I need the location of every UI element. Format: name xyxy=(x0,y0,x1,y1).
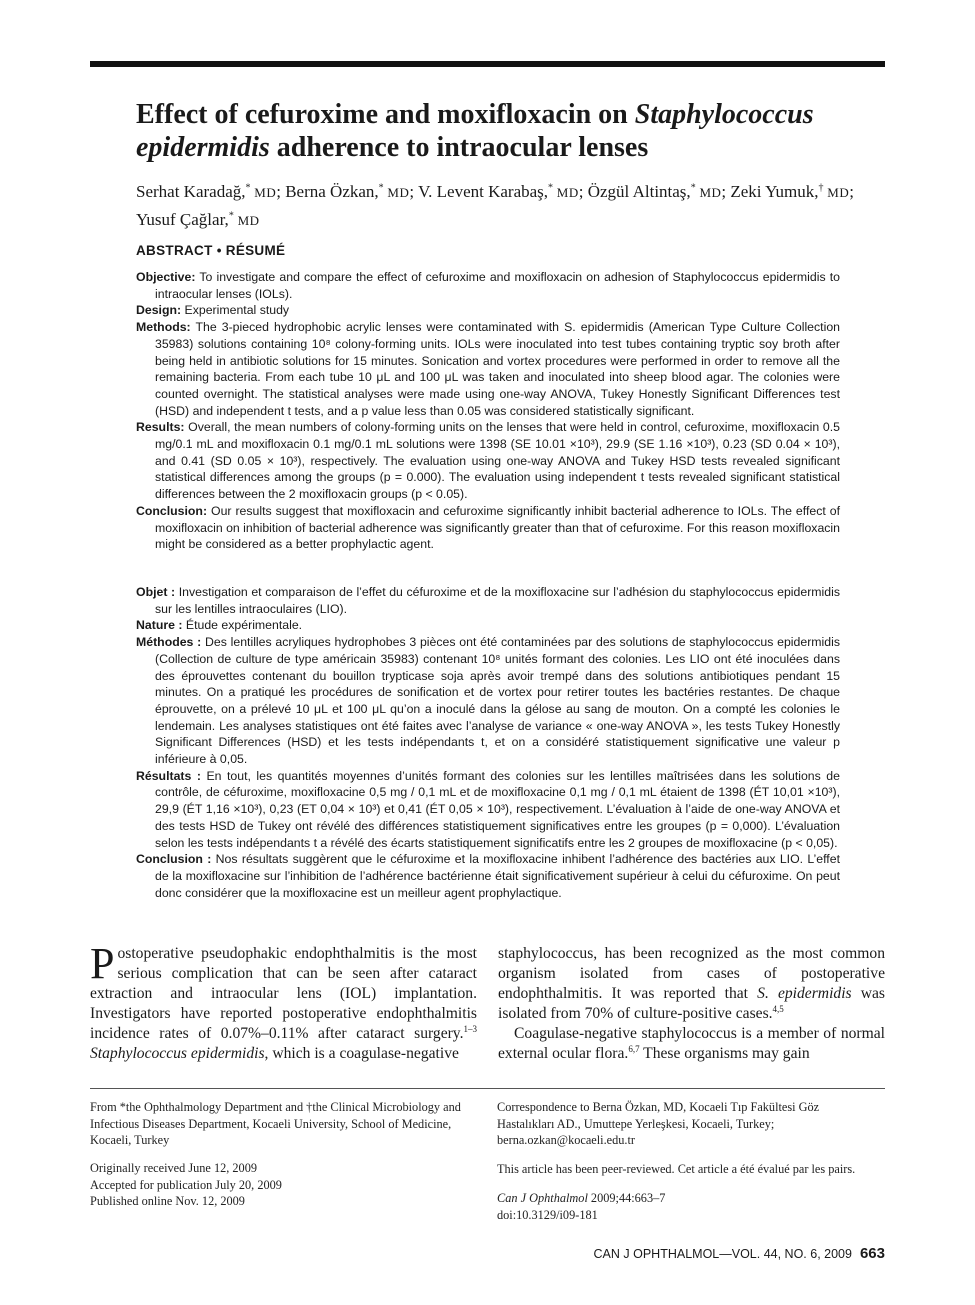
reference-link[interactable]: 6,7 xyxy=(628,1043,640,1054)
abstract-english xyxy=(136,269,840,553)
reference-link[interactable]: 1–3 xyxy=(463,1023,477,1034)
abstract-heading: ABSTRACT • RÉSUMÉ xyxy=(136,243,286,258)
author: Özgül Altintaş,* MD; xyxy=(587,181,727,201)
peer-review-note: This article has been peer-reviewed. Cet article a été évalué par les pairs. xyxy=(497,1162,856,1176)
abstract-section: Results: Overall, the mean numbers of colony-forming units on the lenses that were held in control, cefuroxime, moxifloxacin 0.5 mg/0.1 mL and moxifloxacin 0.1 mg/0.1 mL solutions were 1398 (SE 10.01 ×10³), 29.9 (SE 1.16 ×10³), 0.23 (SD 0.04 × 10³), and 0.41 (SD 0.05 × 10³), respectively. The evaluation using one-way ANOVA and Tukey HSD tests revealed significant statistical differences among the groups (p = 0.000). The evaluation using independent t tests revealed significant statistical differences between the 2 moxifloxacin groups (p < 0.05). xyxy=(136,420,840,502)
abstract-section: Conclusion: Our results suggest that moxifloxacin and cefuroxime significantly inhibit bacterial adherence to IOLs. The effect of moxifloxacin on inhibition of bacterial adherence was significantly greater than that of cefuroxime. For this reason moxifloxacin might be considered as a better prophylactic agent. xyxy=(136,503,840,552)
author: V. Levent Karabaş,* MD; xyxy=(418,181,584,201)
article-title: Effect of cefuroxime and moxifloxacin on Staphylococcus epidermidis adherence to intraocular lenses xyxy=(136,99,814,163)
abstract-section: Résultats : En tout, les quantités moyennes d’unités formant des colonies sur les lentilles maîtrisées dans les solutions de contrôle, de céfuroxime, moxifloxacine 0,5 mg / 0,1 mL et de moxifloxacine 0,1 mg / 0,1 mL étaient de 1398 (ÉT 10,01 ×10³), 29,9 (ÉT 1,16 ×10³), 0,23 (ET 0,04 × 10³) et 0,41 (ÉT 0,05 × 10³), respectivement. L’évaluation à l’aide de one-way ANOVA et des tests HSD de Tukey ont révélé des différences statistiquement significatives entre les groupes (p = 0,000). L’évaluation selon les tests indépendants t a révélé des écarts statistiquement significatifs entre les 2 groupes de moxifloxacine (p < 0,05). xyxy=(136,768,840,850)
abstract-section: Design: Experimental study xyxy=(136,303,290,318)
abstract-section: Objective: To investigate and compare the effect of cefuroxime and moxifloxacin on adhesion of Staphylococcus epidermidis to intraocular lenses (IOLs). xyxy=(136,270,840,301)
body-column-left: Postoperative pseudophakic endophthalmitis is the most serious complication that can be seen after cataract extraction and intraocular lens (IOL) implantation. Investigators have reported postoperative endophthalmitis incidence rates of 0.07%–0.11% after cataract surgery.$^{1-3}$ Staphylococcus epidermidis, which is a coagulase-negative xyxy=(90,939,477,1062)
drop-cap: P xyxy=(90,939,115,988)
author: Serhat Karadağ,* MD; xyxy=(136,181,281,201)
author: Berna Özkan,* MD; xyxy=(285,181,415,201)
body-column-right: staphylococcus, has been recognized as the most common organism isolated from cases of postoperative endophthalmitis. It was reported that S. epidermidis was isolated from 70% of culture-positive cases.$^{4,5}$ Coagulase-negative staphylococcus is a member of normal external ocular flora.$^{6,7}$ These organisms may gain xyxy=(498,945,885,1062)
page-footer: CAN J OPHTHALMOL—VOL. 44, NO. 6, 2009 663 xyxy=(593,1245,885,1262)
abstract-section: Méthodes : Des lentilles acryliques hydrophobes 3 pièces ont été contaminées par des solutions de staphylococcus epidermidis (Collection de culture de type américain 35983) contenant 10⁸ unités formant des colonies. Les LIO ont été inoculées dans des éprouvettes contenant du bouillon trypticase soja après avoir trempé dans des solutions antibiotiques pendant 15 minutes. On a pratiqué les procédures de sonification et de vortex pour retirer toutes les bactéries restantes. De chaque éprouvette, on a prélevé 10 μL et 100 μL qu’on a inoculé dans la gélose au sang de mouton. On a compté les colonies le lendemain. Les analyses statistiques ont été faites avec l’analyse de variance « one-way ANOVA », les tests Tukey Honestly Significant Differences (HSD) et les tests indépendants t, et on a considéré statistiquement significative une valeur p inférieure à 0,05. xyxy=(136,635,840,767)
reference-link[interactable]: 4,5 xyxy=(772,1003,784,1014)
doi-link[interactable]: doi:10.3129/i09-181 xyxy=(497,1207,598,1222)
top-rule xyxy=(90,61,885,67)
abstract-section: Methods: The 3-pieced hydrophobic acrylic lenses were contaminated with S. epidermidis (American Type Culture Collection 35983) solutions containing 10⁸ colony-forming units. IOLs were inoculated into test tubes containing tryptic soy broth after being held in antibiotic solutions for 15 minutes. Sonication and vortex procedures were performed in order to remove all the remaining bacteria. From each tube 10 μL and 100 μL was taken and inoculated into sheep blood agar. The colonies were counted overnight. The statistical analyses were made using one-way ANOVA, Tukey Honestly Significant Differences test (HSD) and independent t tests, and a p value less than 0.05 was considered statistically significant. xyxy=(136,320,840,418)
author: Zeki Yumuk,† MD; xyxy=(730,181,854,201)
dates-note: Originally received June 12, 2009 Accepted for publication July 20, 2009 Published online Nov. 12, 2009 xyxy=(90,1161,282,1208)
footnote-separator xyxy=(90,1088,885,1089)
affiliation-note: From *the Ophthalmology Department and †the Clinical Microbiology and Infectious Diseases Department, Kocaeli University, School of Medicine, Kocaeli, Turkey xyxy=(90,1100,461,1147)
abstract-french xyxy=(136,584,840,901)
abstract-section: Objet : Investigation et comparaison de l’effet du céfuroxime et de la moxifloxacine sur l’adhésion du staphylococcus epidermidis sur les lentilles intraoculaires (LIO). xyxy=(136,585,840,616)
correspondence-note: Correspondence to Berna Özkan, MD, Kocaeli Tıp Fakültesi Göz Hastalıkları AD., Umuttepe Yerleşkesi, Kocaeli, Turkey; berna.ozkan@kocaeli.edu.tr xyxy=(497,1100,820,1147)
author-list xyxy=(136,176,876,233)
abstract-section: Conclusion : Nos résultats suggèrent que le céfuroxime et la moxifloxacine inhibent l’adhérence des bactéries aux LIO. L’effet de la moxifloxacine sur l’inhibition de l’adhérence bactérienne était significativement supérieur à celui du céfuroxime. On peut donc considérer que la moxifloxacine est un meilleur agent prophylactique. xyxy=(136,852,840,900)
author: Yusuf Çağlar,* MD xyxy=(136,210,260,230)
abstract-section: Nature : Étude expérimentale. xyxy=(136,618,303,633)
page-number: 663 xyxy=(859,1245,885,1262)
citation-note: Can J Ophthalmol 2009;44:663–7 doi:10.3129/i09-181 xyxy=(497,1190,877,1223)
